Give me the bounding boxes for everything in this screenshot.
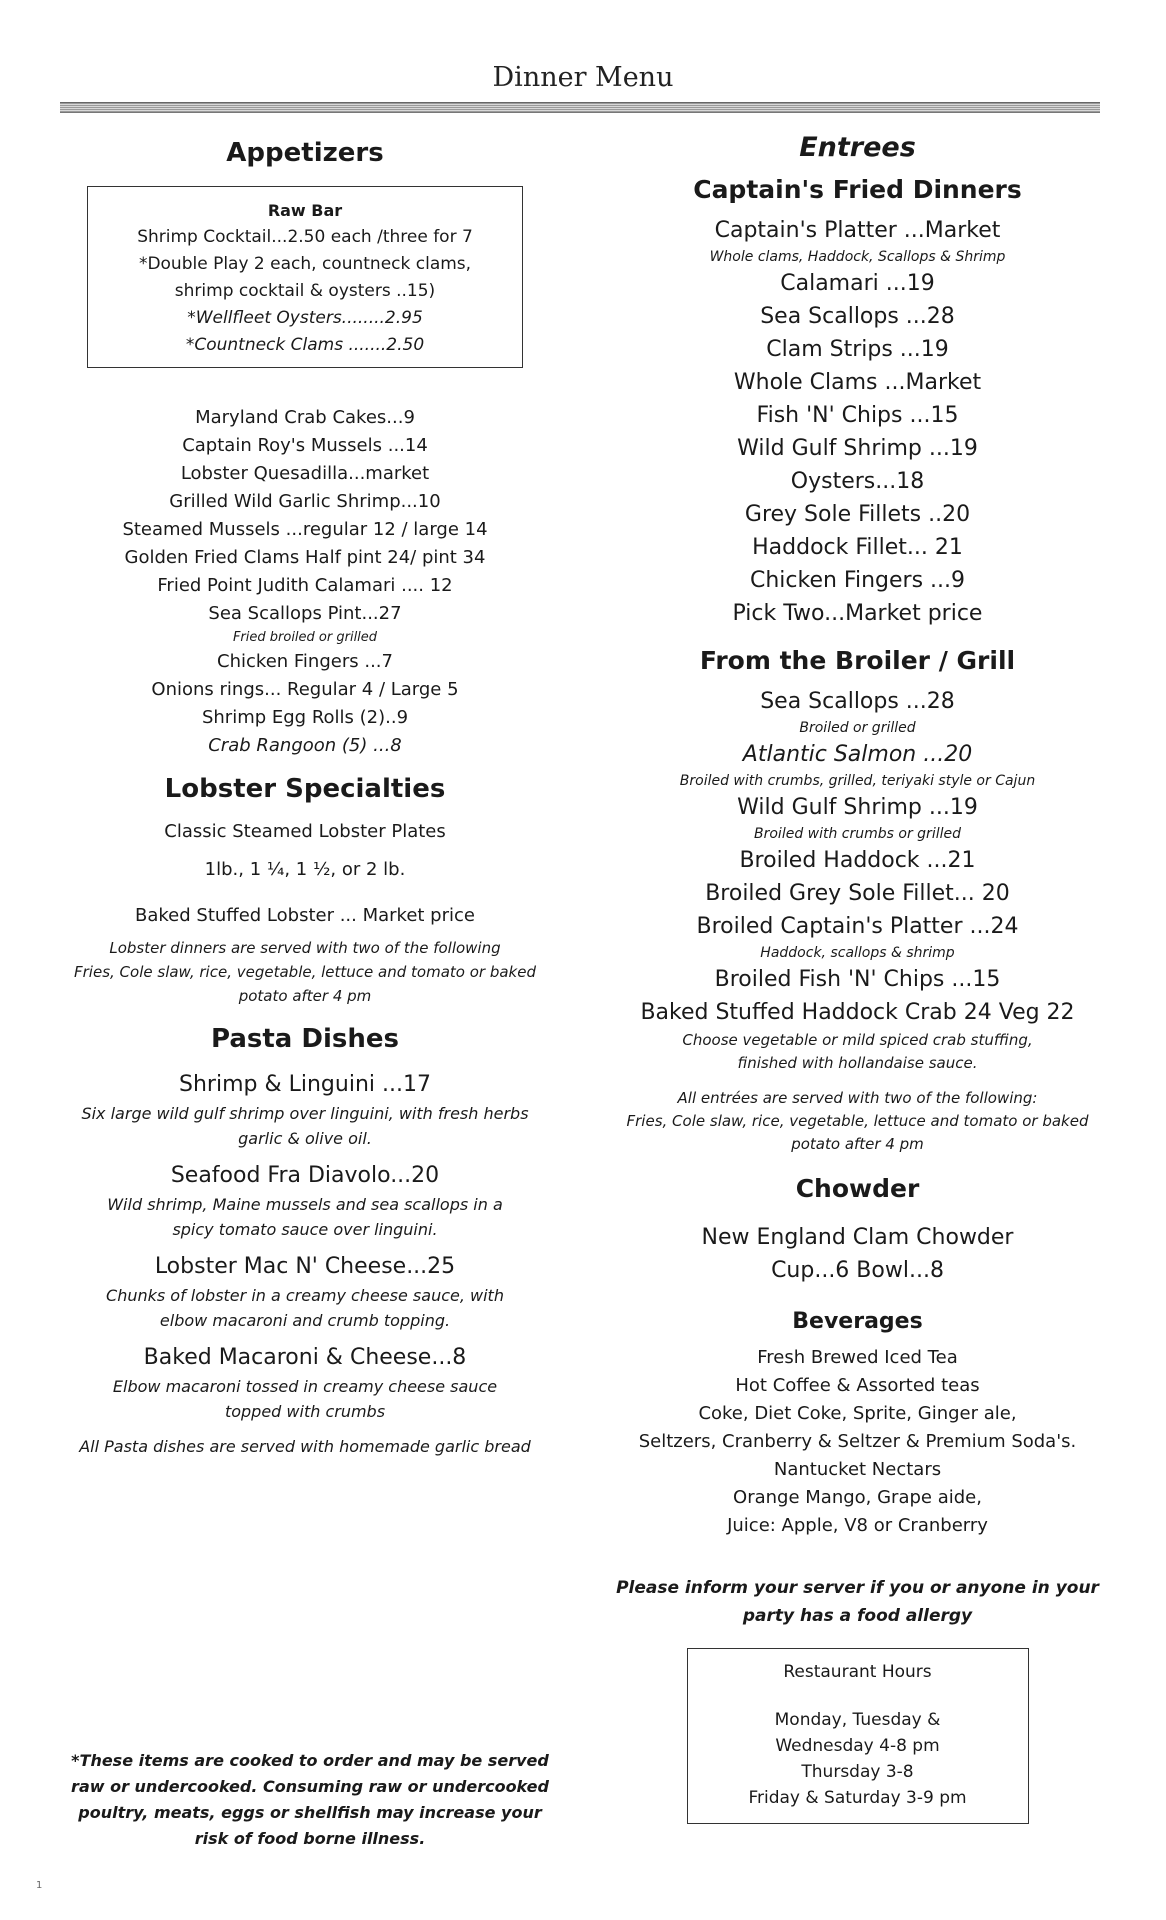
- entree-item: Broiled Haddock ...21: [739, 848, 976, 873]
- entree-item: Clam Strips ...19: [766, 337, 949, 362]
- entrees-heading: Entrees: [799, 132, 916, 163]
- entree-item: Whole Clams ...Market: [733, 370, 982, 395]
- raw-bar-line: *Wellfleet Oysters........2.95: [187, 308, 423, 328]
- entree-item: Pick Two...Market price: [732, 601, 983, 626]
- chowder-sizes: Cup...6 Bowl...8: [771, 1258, 944, 1283]
- entree-item: Calamari ...19: [780, 271, 935, 296]
- raw-bar-line: Shrimp Cocktail...2.50 each /three for 7: [137, 227, 473, 247]
- hours-line: Monday, Tuesday &: [774, 1710, 941, 1730]
- entree-note: finished with hollandaise sauce.: [737, 1054, 978, 1072]
- hours-line: Friday & Saturday 3-9 pm: [748, 1788, 967, 1808]
- raw-bar-line: *Countneck Clams .......2.50: [185, 335, 425, 355]
- beverage-item: Seltzers, Cranberry & Seltzer & Premium Soda's.: [638, 1431, 1077, 1452]
- restaurant-hours-box: [687, 1648, 1029, 1824]
- pasta-item-name: Shrimp & Linguini ...17: [179, 1072, 431, 1097]
- entree-item: Broiled Grey Sole Fillet... 20: [705, 881, 1010, 906]
- broiler-heading: From the Broiler / Grill: [699, 646, 1016, 675]
- pasta-item-name: Baked Macaroni & Cheese...8: [143, 1345, 467, 1370]
- raw-bar-box: [87, 186, 523, 368]
- entree-note: Broiled with crumbs, grilled, teriyaki style or Cajun: [679, 773, 1036, 789]
- appetizer-item: Sea Scallops Pint...27: [208, 603, 402, 624]
- pasta-item-desc: Six large wild gulf shrimp over linguini, with fresh herbs garlic & olive oil.: [81, 1104, 529, 1148]
- raw-bar-line: shrimp cocktail & oysters ..15): [174, 281, 436, 301]
- lobster-note: Fries, Cole slaw, rice, vegetable, lettuce and tomato or baked: [74, 963, 536, 981]
- beverage-item: Coke, Diet Coke, Sprite, Ginger ale,: [698, 1403, 1017, 1424]
- entree-served-note: potato after 4 pm: [791, 1135, 924, 1153]
- appetizer-item: Grilled Wild Garlic Shrimp...10: [169, 491, 441, 512]
- raw-bar-line: *Double Play 2 each, countneck clams,: [138, 254, 472, 274]
- appetizer-item: Golden Fried Clams Half pint 24/ pint 34: [124, 547, 486, 568]
- raw-bar-title: Raw Bar: [267, 201, 343, 220]
- entree-item: Wild Gulf Shrimp ...19: [737, 436, 978, 461]
- hours-line: Thursday 3-8: [801, 1762, 914, 1782]
- left-column: [55, 138, 555, 1459]
- appetizer-item: Chicken Fingers ...7: [217, 651, 393, 672]
- appetizer-item: Lobster Quesadilla...market: [180, 463, 430, 484]
- pasta-item-name: Seafood Fra Diavolo...20: [170, 1163, 440, 1188]
- appetizer-item: Onions rings... Regular 4 / Large 5: [151, 679, 459, 700]
- entree-item: Fish 'N' Chips ...15: [756, 403, 959, 428]
- pasta-item-name: Lobster Mac N' Cheese...25: [154, 1254, 456, 1279]
- appetizer-item: Captain Roy's Mussels ...14: [182, 435, 428, 456]
- lobster-note: Lobster dinners are served with two of the following: [109, 939, 501, 957]
- page-mark: 1: [36, 1880, 43, 1891]
- pasta-heading: Pasta Dishes: [211, 1024, 399, 1054]
- lobster-heading: Lobster Specialties: [164, 774, 446, 804]
- entree-item: Oysters...18: [790, 469, 925, 494]
- entree-note: Choose vegetable or mild spiced crab stuffing,: [682, 1031, 1033, 1049]
- hours-line: Wednesday 4-8 pm: [775, 1736, 940, 1756]
- title-rule: [60, 102, 1100, 113]
- right-column: [610, 132, 1105, 1824]
- entree-note: Haddock, scallops & shrimp: [760, 945, 955, 961]
- entree-item: Baked Stuffed Haddock Crab 24 Veg 22: [640, 1000, 1075, 1025]
- page-title: Dinner Menu: [492, 62, 674, 93]
- entree-item: Captain's Platter ...Market: [714, 218, 1001, 243]
- entree-item: Haddock Fillet... 21: [752, 535, 963, 560]
- beverage-item: Hot Coffee & Assorted teas: [735, 1375, 980, 1396]
- entree-item: Grey Sole Fillets ..20: [744, 502, 971, 527]
- entree-item: Broiled Captain's Platter ...24: [696, 914, 1019, 939]
- entree-item: Atlantic Salmon ...20: [742, 742, 973, 767]
- pasta-item-desc: Chunks of lobster in a creamy cheese sauce, with elbow macaroni and crumb topping.: [106, 1286, 504, 1330]
- entree-note: Broiled with crumbs or grilled: [754, 826, 961, 842]
- appetizer-list: [55, 404, 555, 760]
- appetizer-item: Steamed Mussels ...regular 12 / large 14: [122, 519, 488, 540]
- beverage-item: Nantucket Nectars: [773, 1459, 942, 1480]
- entree-item: Wild Gulf Shrimp ...19: [737, 795, 978, 820]
- beverage-item: Juice: Apple, V8 or Cranberry: [727, 1515, 988, 1536]
- entree-item: Sea Scallops ...28: [760, 304, 955, 329]
- chowder-name: New England Clam Chowder: [701, 1225, 1014, 1250]
- lobster-sizes: 1lb., 1 ¼, 1 ½, or 2 lb.: [204, 859, 406, 880]
- entree-served-note: Fries, Cole slaw, rice, vegetable, lettuce and tomato or baked: [626, 1112, 1089, 1130]
- appetizer-item: Crab Rangoon (5) ...8: [208, 735, 402, 756]
- lobster-note: potato after 4 pm: [238, 987, 372, 1005]
- appetizer-item: Maryland Crab Cakes...9: [195, 407, 415, 428]
- food-safety-warning: *These items are cooked to order and may be served raw or undercooked. Consuming raw or undercooked poultry, meats, eggs or shellfish may increase your risk of food borne illness.: [71, 1751, 549, 1848]
- entree-item: Broiled Fish 'N' Chips ...15: [714, 967, 1001, 992]
- pasta-note: All Pasta dishes are served with homemade garlic bread: [79, 1437, 531, 1456]
- appetizer-item: Shrimp Egg Rolls (2)..9: [201, 707, 409, 728]
- pasta-item-desc: Elbow macaroni tossed in creamy cheese sauce topped with crumbs: [112, 1377, 498, 1421]
- entree-item: Sea Scallops ...28: [760, 689, 955, 714]
- entree-item: Chicken Fingers ...9: [749, 568, 966, 593]
- lobster-stuffed: Baked Stuffed Lobster ... Market price: [135, 905, 475, 926]
- hours-title: Restaurant Hours: [783, 1662, 932, 1682]
- appetizers-heading: Appetizers: [226, 138, 384, 168]
- pasta-item-desc: Wild shrimp, Maine mussels and sea scallops in a spicy tomato sauce over linguini.: [107, 1195, 503, 1239]
- appetizer-item: Fried Point Judith Calamari .... 12: [157, 575, 453, 596]
- entree-note: Broiled or grilled: [799, 720, 916, 736]
- allergy-notice: Please inform your server if you or anyone in your party has a food allergy: [616, 1578, 1099, 1626]
- entree-note: Whole clams, Haddock, Scallops & Shrimp: [709, 249, 1006, 265]
- appetizer-note: Fried broiled or grilled: [232, 630, 378, 645]
- entree-served-note: All entrées are served with two of the following:: [677, 1089, 1038, 1107]
- chowder-heading: Chowder: [795, 1174, 920, 1203]
- beverage-item: Orange Mango, Grape aide,: [733, 1487, 982, 1508]
- beverage-item: Fresh Brewed Iced Tea: [757, 1347, 958, 1368]
- lobster-plates: Classic Steamed Lobster Plates: [164, 821, 446, 842]
- fried-dinners-heading: Captain's Fried Dinners: [693, 175, 1022, 204]
- beverages-heading: Beverages: [792, 1309, 923, 1334]
